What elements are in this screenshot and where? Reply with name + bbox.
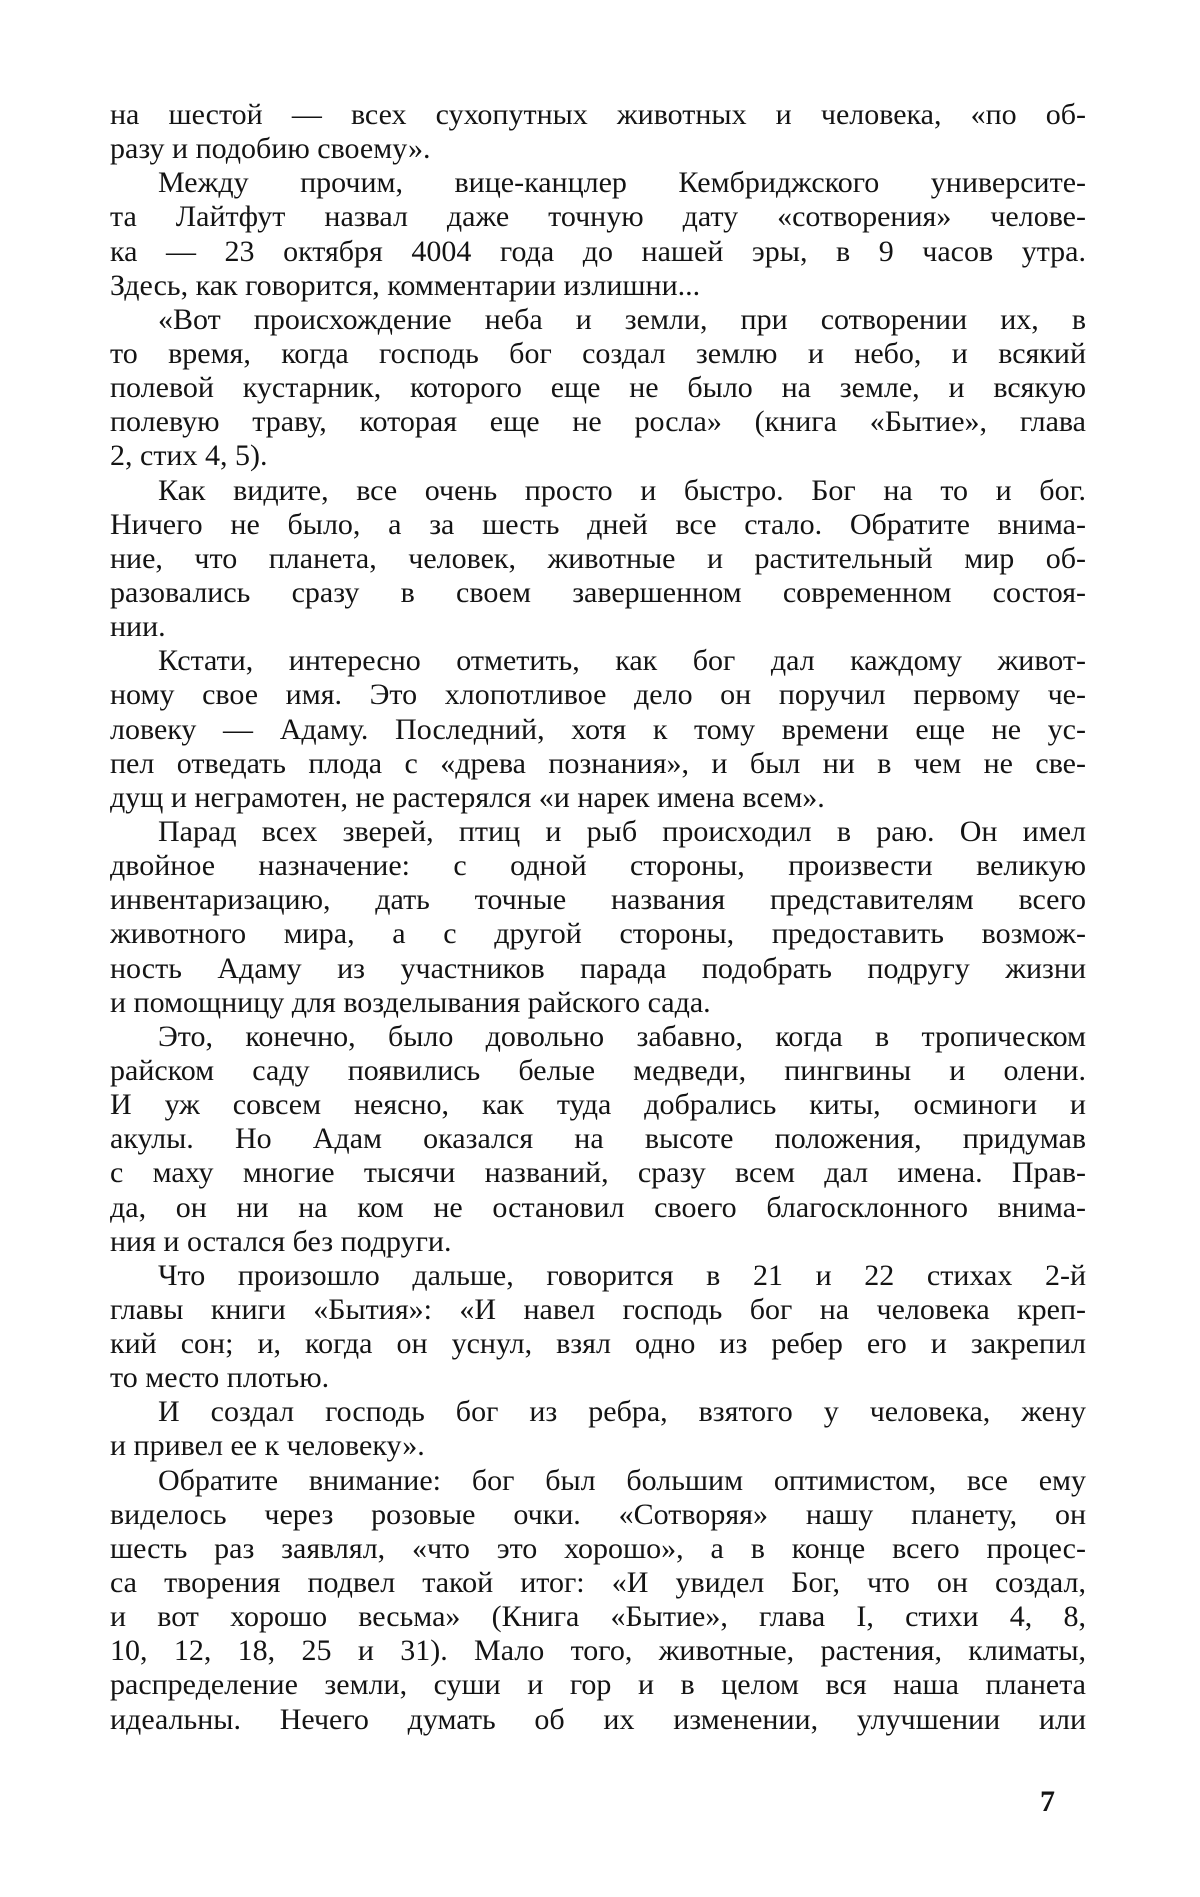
text-line: да, он ни на ком не остановил своего благосклонного внима- xyxy=(110,1190,1086,1224)
text-line: дущ и неграмотен, не растерялся «и нарек имена всем». xyxy=(110,780,825,814)
text-line: Здесь, как говорится, комментарии излишни... xyxy=(110,268,701,302)
text-line: И создал господь бог из ребра, взятого у человека, жену xyxy=(158,1395,1086,1429)
text-line: на шестой — всех сухопутных животных и человека, «по об- xyxy=(110,98,1086,131)
text-line: то время, когда господь бог создал землю и небо, и всякий xyxy=(110,336,1086,370)
text-line: шесть раз заявлял, «что это хорошо», а в конце всего процес- xyxy=(110,1531,1086,1565)
text-line: ность Адаму из участников парада подобрать подругу жизни xyxy=(110,951,1086,985)
text-line: полевой кустарник, которого еще не было на земле, и всякую xyxy=(110,371,1086,405)
text-line: Между прочим, вице-канцлер Кембриджского университе- xyxy=(158,166,1086,200)
text-line: виделось через розовые очки. «Сотворяя» нашу планету, он xyxy=(110,1497,1086,1531)
text-line: 2, стих 4, 5). xyxy=(110,439,268,473)
text-line: И уж совсем неясно, как туда добрались киты, осминоги и xyxy=(110,1088,1086,1122)
text-line: ния и остался без подруги. xyxy=(110,1224,452,1258)
text-line: ние, что планета, человек, животные и растительный мир об- xyxy=(110,541,1086,575)
text-line: главы книги «Бытия»: «И навел господь бог на человека креп- xyxy=(110,1292,1086,1326)
text-line: Парад всех зверей, птиц и рыб происходил в раю. Он имел xyxy=(158,814,1086,848)
text-line: ка — 23 октября 4004 года до нашей эры, в 9 часов утра. xyxy=(110,234,1086,268)
text-line: ловеку — Адаму. Последний, хотя к тому времени еще не ус- xyxy=(110,712,1086,746)
text-line: и вот хорошо весьма» (Книга «Бытие», глава I, стихи 4, 8, xyxy=(110,1600,1086,1634)
text-line: животного мира, а с другой стороны, предоставить возмож- xyxy=(110,917,1086,951)
page-number: 7 xyxy=(1040,1785,1055,1818)
text-line: разу и подобию своему». xyxy=(110,132,431,166)
text-line: то место плотью. xyxy=(110,1361,330,1395)
body-text xyxy=(110,98,1086,1737)
text-line: «Вот происхождение неба и земли, при сотворении их, в xyxy=(158,302,1086,336)
text-line: 10, 12, 18, 25 и 31). Мало того, животные, растения, климаты, xyxy=(110,1634,1086,1668)
text-line: акулы. Но Адам оказался на высоте положения, придумав xyxy=(110,1122,1086,1156)
text-line: кий сон; и, когда он уснул, взял одно из ребер его и закрепил xyxy=(110,1327,1086,1361)
text-line: с маху многие тысячи названий, сразу всем дал имена. Прав- xyxy=(110,1156,1086,1190)
text-line: са творения подвел такой итог: «И увидел Бог, что он создал, xyxy=(110,1566,1086,1600)
text-line: двойное назначение: с одной стороны, произвести великую xyxy=(110,849,1086,883)
text-line: и помощницу для возделывания райского сада. xyxy=(110,985,711,1019)
text-line: Ничего не было, а за шесть дней все стало. Обратите внима- xyxy=(110,507,1086,541)
text-line: пел отведать плода с «древа познания», и был ни в чем не све- xyxy=(110,746,1086,780)
text-line: Обратите внимание: бог был большим оптимистом, все ему xyxy=(158,1463,1086,1497)
text-line: Как видите, все очень просто и быстро. Бог на то и бог. xyxy=(158,473,1086,507)
text-line: идеальны. Нечего думать об их изменении, улучшении или xyxy=(110,1702,1086,1736)
text-line: и привел ее к человеку». xyxy=(110,1429,425,1463)
text-line: та Лайтфут назвал даже точную дату «сотворения» челове- xyxy=(110,200,1086,234)
text-line: Что произошло дальше, говорится в 21 и 22 стихах 2-й xyxy=(158,1258,1086,1292)
text-line: райском саду появились белые медведи, пингвины и олени. xyxy=(110,1053,1086,1087)
text-line: полевую траву, которая еще не росла» (книга «Бытие», глава xyxy=(110,405,1086,439)
text-line: разовались сразу в своем завершенном современном состоя- xyxy=(110,575,1086,609)
text-line: Кстати, интересно отметить, как бог дал каждому живот- xyxy=(158,644,1086,678)
text-line: нии. xyxy=(110,610,166,644)
text-line: Это, конечно, было довольно забавно, когда в тропическом xyxy=(158,1019,1086,1053)
text-line: ному свое имя. Это хлопотливое дело он поручил первому че- xyxy=(110,678,1086,712)
text-line: инвентаризацию, дать точные названия представителям всего xyxy=(110,883,1086,917)
text-line: распределение земли, суши и гор и в целом вся наша планета xyxy=(110,1668,1086,1702)
book-page xyxy=(110,98,1086,1737)
